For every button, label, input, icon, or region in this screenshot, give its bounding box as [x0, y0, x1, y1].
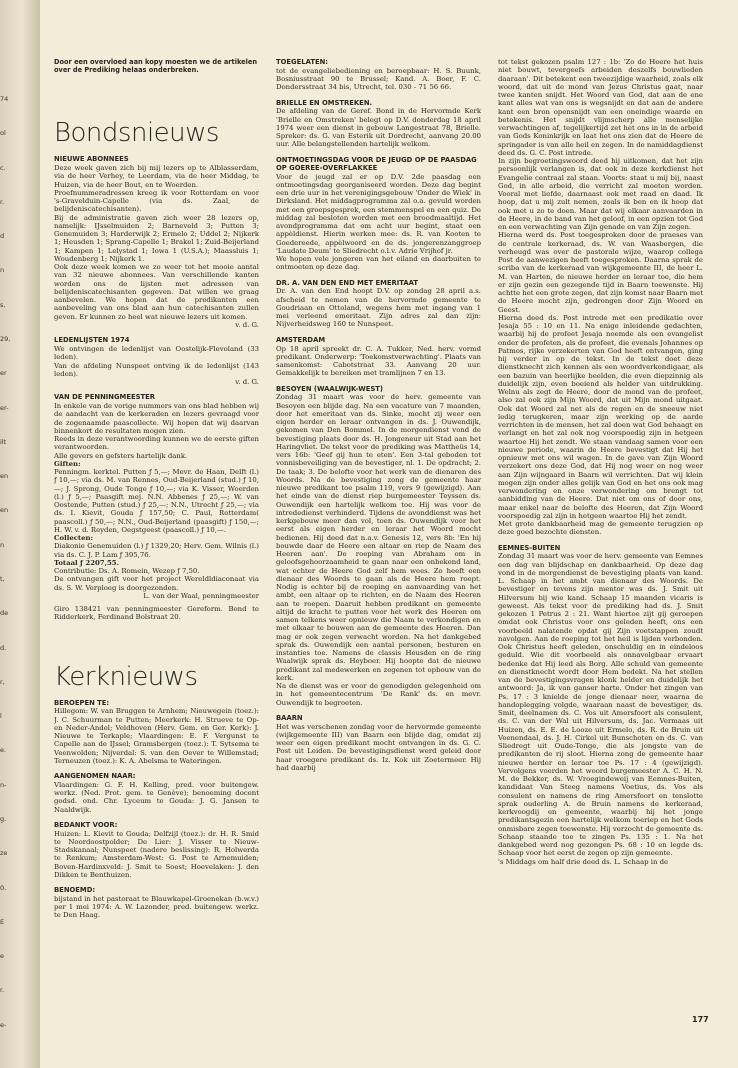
- gutter-fragment: e: [0, 952, 4, 961]
- paragraph: Giften:: [54, 459, 81, 468]
- gutter-fragment: d: [0, 232, 5, 241]
- section-heading: VAN DE PENNINGMEESTER: [54, 393, 156, 402]
- gutter-fragment: 74: [0, 95, 9, 103]
- kerknieuws-title: Kerknieuws: [54, 661, 198, 692]
- section-heading: AANGENOMEN NAAR:: [54, 772, 136, 781]
- gutter-fragment: 29,: [0, 335, 11, 343]
- gutter-fragment: s,: [0, 300, 6, 309]
- section-heading: TOEGELATEN:: [276, 58, 329, 66]
- gutter-fragment: ze: [0, 849, 8, 858]
- paragraph: Voor de jeugd zal er op D.V. 2de paasdag een ontmoetingsdag georganiseerd worden. Deze dag begint een drie uur in het verenigingsgebouw 'Onder de Wiek' in Dirksland. Het middagprogramma zal o.a. gevuld worden met een groepsgesprek, een stemmenspel en een quiz. De middag zal besloten worden met een broodmaaltijd. Het avondprogramma dat om acht uur begint, staat een appèldienst. Hierin werken mee: ds. R. van Kooten te Goedereede, appèlwoord en de ds. jongerenzanggroep 'Laudate Deum' te Sliedrecht o.l.v. Adrie Vrijhof jr.: [276, 172, 481, 255]
- paragraph: Hillegom: W. van Bruggen te Arnhem; Nieuwegein (toez.): J. C. Schuurman te Putten; Meerkerk: H. Strueve te Op- en Neder-Andel; Veldhoven (Herv. Gem. en Ger. Kerk): J. Nieuwe te Terkaple; Vlaardingen: E. F. Vergunst te Capelle aan de IJssel; Gramsbergen (toez.): T. Sytsema te Veenwolden; Nijverdal: S. van den Oever te Willemstad; Terneuzen (toez.): K. A. Abelsma te Wateringen.: [54, 707, 259, 765]
- paragraph: Vlaardingen: G. F. H. Kelling, pred. voor buitengew. werkz. (Ned. Prot. gem. te Genève); benoeming docent godsd. ond. Chr. Lyceum te Gouda: J. G. Jansen te Naaldwijk.: [54, 780, 259, 814]
- gutter-fragment: e-: [0, 1020, 7, 1029]
- paragraph: De afdeling van de Geref. Bond in de Hervormde Kerk 'Brielle en Omstreken' belegt op D.V. donderdag 18 april 1974 weer een dienst in gebouw Langestraat 78, Brielle. Spreker: ds. G. van Esterik uit Dordrecht, aanvang 20.00 uur. Alle belangstellenden hartelijk welkom.: [276, 107, 481, 149]
- paragraph: Penningm. kerktel. Putten ƒ 5,—; Mevr. de Haan, Delft (l.) ƒ 10,—; via ds. M. van Rennes, Oud-Beijerland (stud.) ƒ 10,—; J. Sprong, Oude Tonge ƒ 10,—; via K. Visser, Woerden (l.) ƒ 5,—; Paasgift mej. N.N. Abbenes ƒ 25,—; W. van Oostende, Putten (stud.) ƒ 25,—; N.N., Utrecht ƒ 25,—; via ds. I. Kievit, Gouda ƒ 157,50; C. Paul, Rotterdam( paascoll.) ƒ 50,—; N.N., Oud-Beijerland (paasgift) ƒ 150,—; H. W. v. d. Reyden, Oegstgeest (paascoll.) ƒ 10,—.: [54, 468, 259, 534]
- paragraph: Na de dienst was er voor de genodigden gelegenheid om in het gemeentecentrum 'De Rank' ds. en mevr. Ouwendijk te begroeten.: [276, 682, 481, 707]
- section-heading: BEROEPEN TE:: [54, 698, 110, 707]
- paragraph: Contributie: Ds. A. Romein, Wezep ƒ 7,50.: [54, 567, 200, 576]
- gutter-fragment: r.: [0, 986, 5, 995]
- section-heading: EEMNES-BUITEN: [498, 543, 561, 552]
- paragraph: bijstand in het pastoraat te Blauwkapel-Groenekan (b.w.v.) per 1 mei 1974: A. W. Lazonder, pred. buitengew. werkz. te Den Haag.: [54, 894, 259, 920]
- section-heading: BESOYEN (WAALWIJK-WEST): [276, 384, 384, 393]
- signature: v. d. G.: [235, 320, 259, 329]
- gutter-fragment: 0.: [0, 883, 7, 892]
- paragraph: We hopen vele jongeren van het eiland en daarbuiten te ontmoeten op deze dag.: [276, 255, 481, 272]
- total-line: Totaal ƒ 2207,55.: [54, 558, 119, 567]
- paragraph: In enkele van de vorige nummers van ons blad hebben wij de aandacht van de kerkeraden en lezers gevraagd voor de zogenaamde paascollecte. Wij hopen dat wij daarvan binnenkort de resultaten mogen zien.: [54, 402, 259, 435]
- section-heading: LEDENLIJSTEN 1974: [54, 336, 130, 345]
- gutter-fragment: d.: [0, 643, 7, 652]
- section-heading: BENOEMD:: [54, 886, 96, 895]
- gutter-fragment: n-: [0, 780, 7, 789]
- paragraph: Bij de administratie gaven zich weer 28 lezers op, namelijk: IJsselmuiden 2; Barneveld 3; Putten 3; Genemuiden 3; Harderwijk 2; Ermelo 2; Uddel 2; Nijkerk 1; Heusden 1; Sprang-Capelle 1; Brakel 1; Zuid-Beijerland 1; Kampen 1; Lelystad 1; Iowa 1 (U.S.A.); Maassluis 1; Woudenberg 1; Nijkerk 1.: [54, 213, 259, 263]
- gutter-fragment: l: [0, 712, 2, 721]
- section-heading: ONTMOETINGSDAG VOOR DE JEUGD OP DE PAASDAG OP GOEREE-OVERFLAKKEE: [276, 155, 477, 172]
- paragraph: Met grote dankbaarheid mag de gemeente terugzien op deze goed bezochte diensten.: [498, 520, 703, 537]
- column-3: [498, 58, 703, 1033]
- paragraph: Huizen: L. Kievit te Gouda; Delfzijl (toez.): dr. H. R. Smid te Noordoostpolder; De Lier: J. Visser te Nieuw-Stadskanaal; Nunspeet (nadere beslissing): R. Holwerda te Renkum; Amsterdam-West: G. Post te Arnemuiden; Boven-Hardinxveld: J. Smit te Soest; Hoevelaken: J. den Dikken te Benthuizen.: [54, 829, 259, 879]
- bondsnieuws-title: Bondsnieuws: [54, 118, 219, 149]
- paragraph: De ontvangen gift voor het project Wereldldiaconaat via ds. S. W. Verploeg is doorgezonden.: [54, 575, 259, 592]
- gutter-fragment: g.: [0, 815, 7, 823]
- paragraph: Alle gevers en gefsters hartelijk dank.: [54, 451, 188, 460]
- gutter-fragment: c.: [0, 163, 6, 172]
- paragraph: Deze week gaven zich bij mij lezers op te Alblasserdam, via de heer Verhey, te Leerdam, via de heer Middag, te Huizen, via de heer Bout, en te Woerden.: [54, 164, 259, 189]
- paragraph: 's Middags om half drie deed ds. L. Schaap in de: [498, 857, 669, 866]
- paragraph: tot de evangeliebediening en beroepbaar: H. S. Buunk, Bosniusstraat 90 te Brussel; Kand. A. Boer, F. C. Dondersstraat 34 bis, Utrecht, tel. 030 - 71 56 66.: [276, 66, 481, 92]
- section-heading: AMSTERDAM: [276, 335, 326, 344]
- paragraph: Het was verschenen zondag voor de hervormde gemeente (wijkgemeente III) van Baarn een blijde dag, omdat zij weer een eigen predikant mocht ontvangen in ds. G. C. Post uit Leiden. De bevestigingsdienst werd geleid door haar vroegere predikant ds. Iz. Kok uit Zoetermeer. Hij had daarbij: [276, 722, 481, 772]
- paragraph: In zijn begroetingswoord deed hij uitkomen, dat het zijn persoonlijk verlangen is, dat ook in deze kerkdienst het Evangelie centraal zal staan. Voorts: staat u mij bij, naast God, in alle arbeid, die verricht zal moeten worden. Vooral met liefde, daarnaast ook met raad en daad. Ik hoop, dat u mij zult nemen, zoals ik ben en ik hoop dat ook met u zo te doen. Maar dat wij elkaar aanvaarden in de Heere, in de band van het geloof, in een opzien tot God en een verwachting van Zijn genade en van Zijn zegen.: [498, 157, 703, 231]
- paragraph: Diakonie Genemuiden (l.) ƒ 1329,20; Herv. Gem. Wilnis (l.) via ds. C. J. P. Lam ƒ 395,76.: [54, 542, 259, 559]
- paragraph: Collecten:: [54, 534, 94, 543]
- column-1: [54, 58, 259, 1033]
- gutter-fragment: r.: [0, 197, 5, 206]
- gutter-fragment: er: [0, 369, 7, 378]
- paragraph: Hierna werd ds. Post toegesproken door de praeses van de centrale kerkeraad, ds. W. van Waasbergen, die verheugd was over de pastorale wijze, waarop collega Post de aanwezigen heeft toegesproken. Daarna sprak de scriba van de kerkeraad van wijkgemeente III, de heer L. M. van Harten, de nieuwe herder en leraar toe, die hem er zijn gezin een gezegende tijd in Baarn toewenste. Hij achtte het een grote zegen, dat zijn komst naar Baarn met de Heere mocht zijn, gedrongen door Zijn Woord en Geest.: [498, 231, 703, 314]
- gutter-fragment: ilt: [0, 437, 7, 446]
- signature: L. van der Waal, penningmeester: [143, 591, 259, 600]
- gutter-fragment: E: [0, 917, 5, 926]
- paragraph: Hierna deed ds. Post intrede met een predikatie over Jesaja 55 : 10 en 11. Na enige inleidende gedachten, waarbij hij de profeet Jesaja noemde als een evangelist onder de profeten, als de profeet, die evenals Johannes op Patmos, rijke verzekerten van God heeft ontvangen, ging hij verder in op de tekst. In de tekst doet deze dienstknecht zich kennen als een woordverkondigaar, als een bazuin van heerlijke beelden, die even diepzinnig als duidelijk zijn, even boeiend als helder van uitdrukking. Welnu als zegt de Heere, door de mond van de profeet, also zal ook zijn Mijn Woord, dat uit Mijn mond uitgaat. Ook dat Woord zal net als de regen en de sneeuw niet ledig terugkeren, maar zijn werking op de aarde verrichten in de mensen, het zal doen wat God behaagt en verlangt en het zal ook nog voorspoedig zijn in hetgeen waartoe Hij het zendt. We staan vandaag samen voor een nieuwe periode, waarin de Heere bevestigt dat Hij het opnieuw met ons wil wagen. In de gave van Zijn Woord verzekert ons deze God, dat Hij nog weer en nog weer aan Zijn wijngaard in Baarn wil verrichten. Dat wij klein mogen zijn onder alles gelijk van God en het ons ook mag verwondering en onze verwondering om brengt tot aanbidding van de Heere. Dat niet om ons of door ons, maar enkel naar de belofte des Heeren, dat Zijn Woord voorspoedig zal zijn in hetgeen waartoe Hij het zendt.: [498, 313, 703, 520]
- section-heading: BAARN: [276, 713, 303, 722]
- gutter-fragment: en: [0, 472, 9, 481]
- gutter-fragment: n: [0, 540, 5, 549]
- section-heading: DR. A. VAN DEN END MET EMERITAAT: [276, 278, 419, 287]
- paragraph: Van de afdeling Nunspeet ontving ik de ledenlijst (143 leden).: [54, 361, 259, 378]
- paragraph: Zondag 31 maart was voor de herv. gemeente van Eemnes een dag van blijdschap en dankbaarheid. Op deze dag vond in de morgendienst de bevestiging plaats van kand. L. Schaap in het ambt van dienaar des Woords. De bevestiger en tevens zijn mentor was ds. J. Smit uit Hilversum bij wie kand. Schaap 15 maanden vicaris is geweest. Als tekst voor de prediking had ds. J. Smit gekozen 1 Petrus 2 : 21. Want hiertoe zijt gij geroepen omdat ook Christus voor ons geleden heeft, ons een voorbeeld nalatende opdat gij Zijn voetstappen zoudt navolgen. Aan de roeping tot het heil is lijden verbonden. Ook Christus heeft geleden, onschuldig en in eindeloos geduld. Wie dit voorbeeld als onnavolgbaar ervaart bedenke dat Hij leed als Borg. Alle schuld van gemeente en dienstknecht wordt door Hem bedekt. Na het stellen van de bevestigingsvragen klonk helder en duidelijk het antwoord: Ja, ik van ganser harte. Onder het zingen van Ps. 17 : 3 knielde de jonge dienaar neer, waarna de handoplegging volgde, waaraan naast de bevestiger, ds. Smit, deelnamen ds. C. Vos uit Amersfoort als consulent, ds. C. van der Wal uit Hilversum, ds. Jac. Vermaas uit Huizen, ds. E. E. de Looze uit Ermelo, ds. R. de Bruin uit Veenendaal, ds. J. H. Cirkel uit Bunschoten en ds. C. van Sliedregt uit Oude-Tonge, die als jongste van de predikanten de rij sloot. Hierna zong de gemeente haar nieuwe herder en leraar toe Ps. 17 : 4 (gewijzigd). Vervolgens voerden het woord burgemeester A. C. H. N. M. de Bekker, ds. W. Vroegindeweij van Eemnes-Buiten, kandidaat Van Steeg namens Voetius, ds. Vos als consulent en namens de ring Amersfoort en tenslotte sprak ouderling A. de Bruin namens de kerkeraad, kerkvoogdij en gemeente, waarbij hij het jonge predikantsgezin een hartelijk welkom toeriep en het Gods onmisbare zegen toewenste. Hij verzocht de gemeente ds. Schaap staande toe te zingen Ps. 135 : 1. Na het dankgebed werd nog gezongen Ps. 68 : 10 en legde ds. Schaap voor het eerst de zegen op zijn gemeente.: [498, 552, 703, 858]
- paragraph: Dr. A. van den End hoopt D.V. op zondag 28 april a.s. afscheid te nemen van de hervormde gemeente te Goudriaan en Ottoland, wegens hem met ingang van 1 mei verleend emeritaat. Zijn adres zal dan zijn: Nijverheidsweg 160 te Nunspeet.: [276, 287, 481, 329]
- section-heading: NIEUWE ABONNEES: [54, 155, 129, 164]
- paragraph: We ontvingen de ledenlijst van Oostelijk-Flevoland (33 leden).: [54, 345, 259, 362]
- gutter-fragment: en: [0, 506, 9, 515]
- paragraph: Op 18 april spreekt dr. C. A. Tukker, Ned. herv. vormd predikant. Onderwerp: 'Toekomstverwachting'. Plaats van samenkomst: Cabotstraat 33. Aanvang 20 uur. Gemakkelijk te bereiken met tramlijnen 7 en 13.: [276, 344, 481, 378]
- giro-line: Giro 138421 van penningmeester Gereform. Bond te Ridderkerk, Ferdinand Bolstraat 20.: [54, 605, 259, 622]
- paragraph: tot tekst gekozen psalm 127 : 1b: 'Zo de Heere het huis niet bouwt, tevergeefs arbeiden deszelfs bouwlieden daaraan'. Dit betekent een tweezijdige waarheid, zoals elk woord, dat uit de mond van Jezus Christus gaat, naar twee kanten snijdt. Het Woord van God, dat aan de ene kant alles wat van ons is wegsnijdt en dat aan de andere kant een bron opensnijdt van een oneindige waarde en betekenis. Het snijdt vlijmscherp alle menselijke verwachtingen af, tegelijkertijd zet het ons in in de arbeid van Gods Koninkrijk en laat het ons zien dat de Heere de springader is van alle heil en zegen. In de namiddagdienst deed ds. G. C. Post intrede.: [498, 58, 703, 157]
- gutter-fragment: er-: [0, 403, 9, 412]
- gutter-fragment: e.: [0, 746, 7, 755]
- gutter-fragment: n: [0, 266, 5, 275]
- column-2: [276, 58, 481, 1033]
- gutter-fragment: de: [0, 609, 9, 618]
- magazine-page: [48, 58, 710, 1038]
- section-heading: BEDANKT VOOR:: [54, 820, 118, 829]
- paragraph: Proefnummeradressen kreeg ik voor Rotterdam en voor 's-Gravelduin-Capelle (via ds. Zaal, de belijdeniscatechisanten).: [54, 188, 259, 214]
- gutter-fragment: t,: [0, 575, 5, 583]
- paragraph: Reeds in deze verantwoording kunnen we de eerste giften verantwoorden.: [54, 435, 259, 452]
- paragraph: Ook deze week komen we zo weer tot het mooie aantal van 32 nieuwe abonnees. Van verschillende kanten worden ons de lijsten met adressen van belijdeniscatechisanten gegeven. Dat willen we graag aanbevelen. We hopen dat de predikanten een aanbeveling van ons blad aan hun catechisanten zullen geven. Er kunnen zo heel wat nieuwe lezers uit komen.: [54, 263, 259, 321]
- gutter-previous-page: [0, 0, 40, 1068]
- editorial-notice: Door een overvloed aan kopy moesten we de artikelen over de Prediking helaas onderbreken.: [54, 58, 258, 75]
- paragraph: Zondag 31 maart was voor de herv. gemeente van Besoyen een blijde dag. Na een vacature van 7 maanden, door het emeritaat van ds. Sinke, mocht zij weer een eigen herder en leraar ontvangen in ds. J. Ouwendijk, gekomen van Den Bommel. In de morgendienst vond de bevestiging plaats door ds. H. Jongeneur uit Stad aan het Haringvliet. De tekst voor de prediking was Mattheüs 14, vers 16b: 'Geef gij hun te eten'. Een 3-tal geboden tot vonnisbeveiliging van de bevestiger, nl. 1. De opdracht; 2. De taak; 3. De belofte voor het werk van de dienaren des Woords. Na de bevestiging zong de gemeente haar nieuwe predikant toe psalm 119, vers 9 (gewijzigd). Aan het einde van de dienst riep burgemeester Teyssen ds. Ouwendijk een hartelijk welkom toe. Hij was voor de intrededienst verhinderd. Tijdens de avonddienst was het kerkgebouw meer dan vol, toen ds. Ouwendijk voor het eerst als eigen herder en leraar het Woord mocht bedienen. Hij deed dat n.a.v. Genesis 12, vers 8b: 'En hij bouwde daar de Heere een altaar en riep de Naam des Heeren aan'. De roeping van Abraham om in geloofsgehoorzaamheid te gaan naar een onbekend land, wat echter de Heere God zelf hem wees. Zo heeft een dienaar des Woords te gaan als de Heere hem roept. Nodig is echter bij de roeping en aanvaarding van het ambt, een altaar op te richten, en de Naam des Heeren aan te roepen. Daaruit hebben predikant en gemeente altijd de kracht te putten voor het werk des Heeren om samen telkens weer opnieuw die Naam te verkondigen en met elkaar te bouwen aan de gemeente des Heeren. Dan mag er ook zegen verwacht worden. Na het dankgebed sprak ds. Ouwendijk een aantal personen, besturen en instanties toe. Namens de classis Heusden en de ring Waalwijk sprak ds. Heyboer. Hij hoopte dat de nieuwe predikant zal medewerken en zegenen tot opbouw van de kerk.: [276, 393, 481, 682]
- gutter-fragment: ol: [0, 129, 6, 138]
- gutter-fragment: r,: [0, 677, 5, 686]
- signature: v. d. G.: [235, 378, 259, 386]
- page-number: 177: [692, 1015, 709, 1024]
- section-heading: BRIELLE EN OMSTREKEN.: [276, 98, 373, 107]
